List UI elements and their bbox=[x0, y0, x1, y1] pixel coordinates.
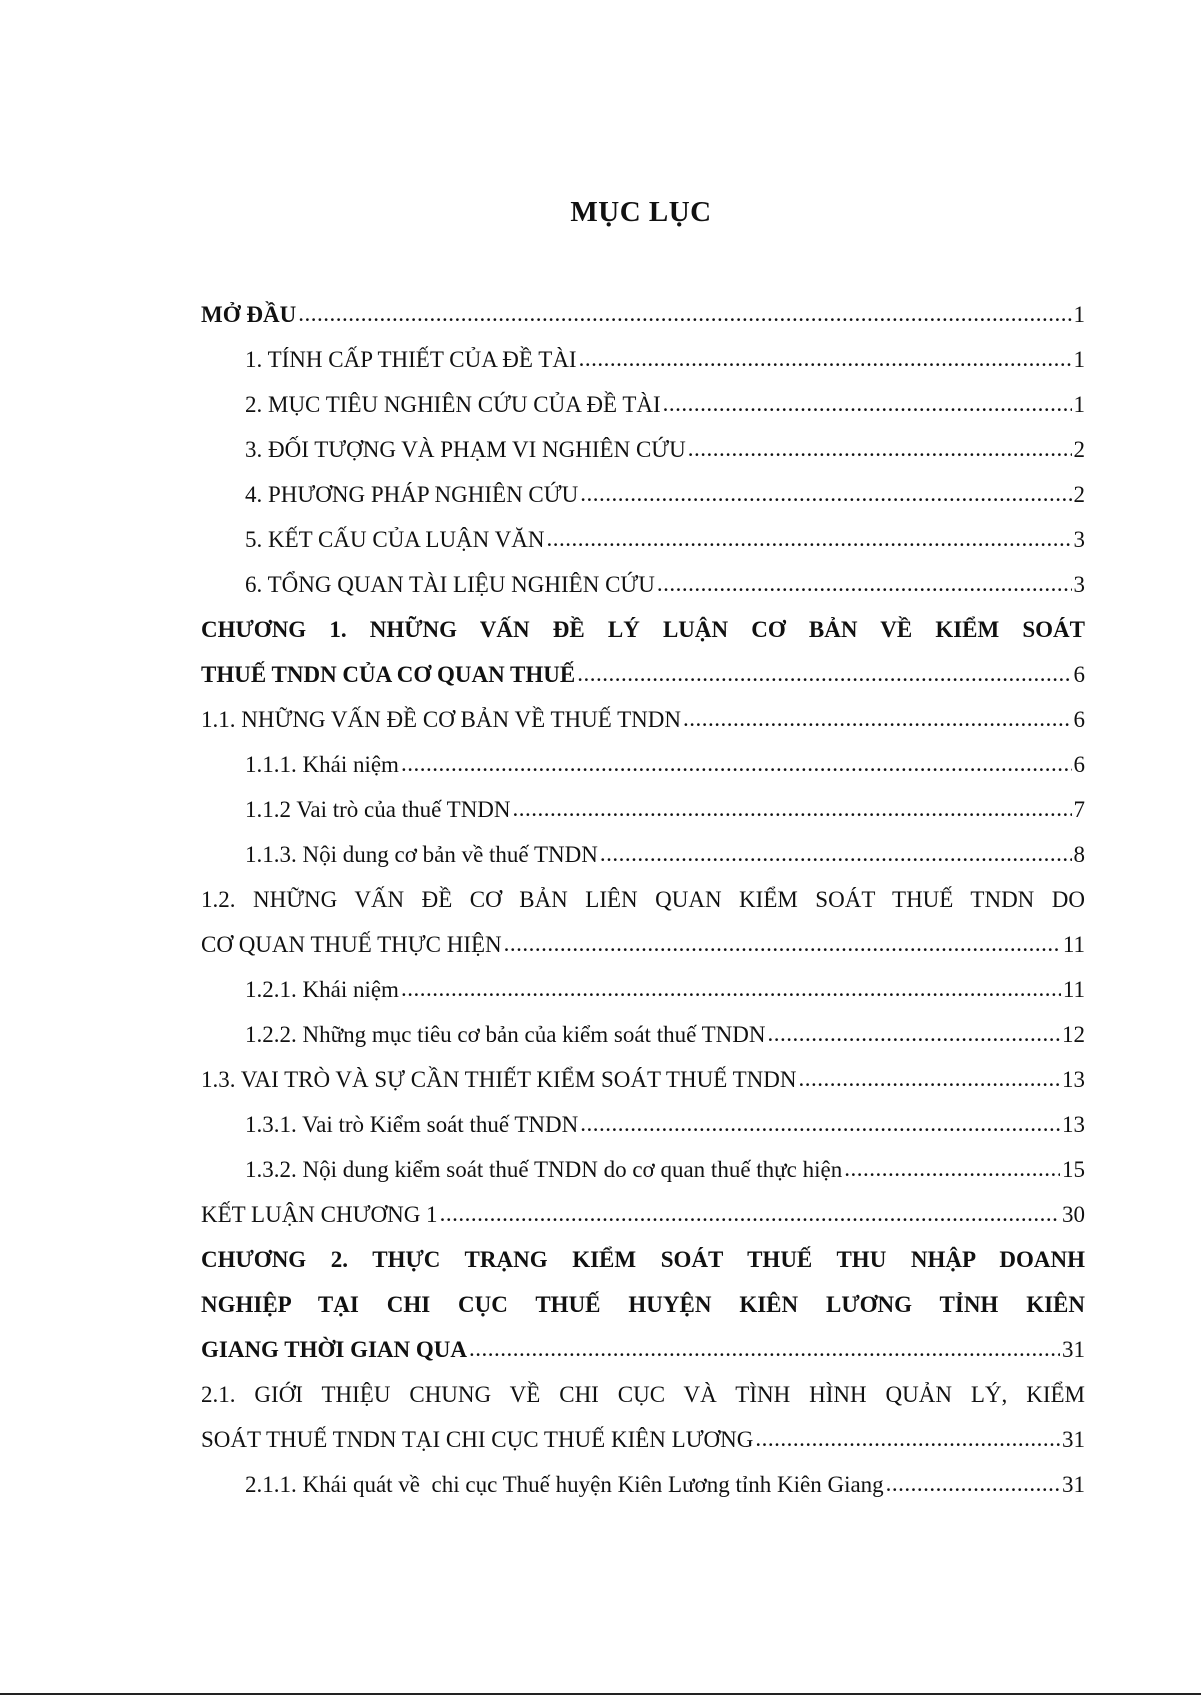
dot-leader bbox=[844, 1146, 1060, 1191]
toc-page-number: 6 bbox=[1073, 707, 1085, 732]
page-title: MỤC LỤC bbox=[570, 196, 712, 228]
toc-page-number: 2 bbox=[1073, 482, 1085, 507]
dot-leader bbox=[657, 561, 1072, 606]
toc-entry-text-line1: CHƯƠNG 2. THỰC TRẠNG KIỂM SOÁT THUẾ THU NHẬP DOANH bbox=[201, 1247, 1085, 1272]
bottom-edge-rule bbox=[0, 1693, 1201, 1695]
dot-leader bbox=[579, 336, 1072, 381]
toc-entry-1-2-2[interactable] bbox=[201, 1012, 1085, 1057]
toc-page-number: 11 bbox=[1062, 977, 1085, 1002]
toc-entry-1[interactable] bbox=[201, 337, 1085, 382]
toc-entry-1-1[interactable] bbox=[201, 697, 1085, 742]
dot-leader bbox=[768, 1011, 1060, 1056]
toc-entry-text: 4. PHƯƠNG PHÁP NGHIÊN CỨU bbox=[245, 482, 579, 507]
toc-entry-5[interactable] bbox=[201, 517, 1085, 562]
toc-entry-text: CƠ QUAN THUẾ THỰC HIỆN bbox=[201, 932, 502, 957]
toc-page-number: 15 bbox=[1062, 1157, 1085, 1182]
dot-leader bbox=[886, 1461, 1060, 1506]
toc-entry-text: THUẾ TNDN CỦA CƠ QUAN THUẾ bbox=[201, 662, 576, 687]
toc-entry-text: 2. MỤC TIÊU NGHIÊN CỨU CỦA ĐỀ TÀI bbox=[245, 392, 661, 417]
dot-leader bbox=[504, 921, 1061, 966]
dot-leader bbox=[798, 1056, 1060, 1101]
toc-entry-text: 1.3.1. Vai trò Kiểm soát thuế TNDN bbox=[245, 1112, 579, 1137]
toc-page-number: 3 bbox=[1073, 572, 1085, 597]
toc-entry-text: 1.3. VAI TRÒ VÀ SỰ CẦN THIẾT KIỂM SOÁT THUẾ TNDN bbox=[201, 1067, 797, 1092]
toc-page-number: 12 bbox=[1062, 1022, 1085, 1047]
dot-leader bbox=[401, 966, 1061, 1011]
toc-entry-text: 1.1. NHỮNG VẤN ĐỀ CƠ BẢN VỀ THUẾ TNDN bbox=[201, 707, 681, 732]
toc-entry-chapter-1[interactable] bbox=[201, 607, 1085, 697]
dot-leader bbox=[755, 1416, 1060, 1461]
toc-entry-text-line1: 1.2. NHỮNG VẤN ĐỀ CƠ BẢN LIÊN QUAN KIỂM SOÁT THUẾ TNDN DO bbox=[201, 887, 1085, 912]
toc-entry-text-line1: 2.1. GIỚI THIỆU CHUNG VỀ CHI CỤC VÀ TÌNH HÌNH QUẢN LÝ, KIỂM bbox=[201, 1382, 1085, 1407]
toc-page-number: 7 bbox=[1073, 797, 1085, 822]
toc-entry-text: SOÁT THUẾ TNDN TẠI CHI CỤC THUẾ KIÊN LƯƠNG bbox=[201, 1427, 754, 1452]
dot-leader bbox=[663, 381, 1072, 426]
table-of-contents bbox=[201, 292, 1085, 1507]
dot-leader bbox=[546, 516, 1071, 561]
toc-page-number: 8 bbox=[1073, 842, 1085, 867]
toc-entry-text-line2: NGHIỆP TẠI CHI CỤC THUẾ HUYỆN KIÊN LƯƠNG TỈNH KIÊN bbox=[201, 1292, 1085, 1317]
toc-entry-text: 6. TỔNG QUAN TÀI LIỆU NGHIÊN CỨU bbox=[245, 572, 655, 597]
dot-leader bbox=[580, 1101, 1060, 1146]
toc-entry-6[interactable] bbox=[201, 562, 1085, 607]
toc-entry-1-3[interactable] bbox=[201, 1057, 1085, 1102]
toc-page-number: 3 bbox=[1073, 527, 1085, 552]
dot-leader bbox=[600, 831, 1072, 876]
toc-entry-text: 1.1.2 Vai trò của thuế TNDN bbox=[245, 797, 511, 822]
toc-entry-text: 1.3.2. Nội dung kiểm soát thuế TNDN do cơ quan thuế thực hiện bbox=[245, 1157, 843, 1182]
toc-entry-text: 1.2.1. Khái niệm bbox=[245, 977, 399, 1002]
toc-entry-text: GIANG THỜI GIAN QUA bbox=[201, 1337, 468, 1362]
toc-page-number: 6 bbox=[1073, 752, 1085, 777]
toc-entry-1-1-2[interactable] bbox=[201, 787, 1085, 832]
toc-entry-text: MỞ ĐẦU bbox=[201, 302, 297, 327]
toc-entry-text: 1.2.2. Những mục tiêu cơ bản của kiểm soát thuế TNDN bbox=[245, 1022, 766, 1047]
toc-entry-text: 1. TÍNH CẤP THIẾT CỦA ĐỀ TÀI bbox=[245, 347, 577, 372]
toc-entry-1-3-1[interactable] bbox=[201, 1102, 1085, 1147]
toc-entry-1-1-3[interactable] bbox=[201, 832, 1085, 877]
toc-page-number: 31 bbox=[1062, 1337, 1085, 1362]
toc-entry-text: KẾT LUẬN CHƯƠNG 1 bbox=[201, 1202, 438, 1227]
toc-entry-2-1[interactable] bbox=[201, 1372, 1085, 1462]
dot-leader bbox=[683, 696, 1072, 741]
toc-entry-1-2-1[interactable] bbox=[201, 967, 1085, 1012]
toc-page-number: 1 bbox=[1073, 392, 1085, 417]
dot-leader bbox=[440, 1191, 1060, 1236]
toc-entry-1-3-2[interactable] bbox=[201, 1147, 1085, 1192]
dot-leader bbox=[577, 651, 1071, 696]
toc-entry-2-1-1[interactable] bbox=[201, 1462, 1085, 1507]
toc-entry-text-line1: CHƯƠNG 1. NHỮNG VẤN ĐỀ LÝ LUẬN CƠ BẢN VỀ KIỂM SOÁT bbox=[201, 617, 1085, 642]
toc-entry-4[interactable] bbox=[201, 472, 1085, 517]
toc-entry-chapter-2[interactable] bbox=[201, 1237, 1085, 1372]
toc-entry-2[interactable] bbox=[201, 382, 1085, 427]
dot-leader bbox=[688, 426, 1072, 471]
dot-leader bbox=[580, 471, 1071, 516]
toc-entry-text: 2.1.1. Khái quát về chi cục Thuế huyện Kiên Lương tỉnh Kiên Giang bbox=[245, 1472, 884, 1497]
dot-leader bbox=[469, 1326, 1060, 1371]
toc-entry-1-1-1[interactable] bbox=[201, 742, 1085, 787]
toc-page-number: 13 bbox=[1062, 1112, 1085, 1137]
toc-entry-1-2[interactable] bbox=[201, 877, 1085, 967]
toc-page-number: 31 bbox=[1062, 1472, 1085, 1497]
toc-entry-conclusion-1[interactable] bbox=[201, 1192, 1085, 1237]
dot-leader bbox=[401, 741, 1072, 786]
toc-page-number: 30 bbox=[1062, 1202, 1085, 1227]
toc-page-number: 13 bbox=[1062, 1067, 1085, 1092]
toc-page-number: 6 bbox=[1073, 662, 1085, 687]
toc-entry-text: 3. ĐỐI TƯỢNG VÀ PHẠM VI NGHIÊN CỨU bbox=[245, 437, 686, 462]
dot-leader bbox=[513, 786, 1072, 831]
toc-entry-3[interactable] bbox=[201, 427, 1085, 472]
toc-entry-text: 1.1.1. Khái niệm bbox=[245, 752, 399, 777]
toc-entry-text: 5. KẾT CẤU CỦA LUẬN VĂN bbox=[245, 527, 545, 552]
toc-page-number: 2 bbox=[1073, 437, 1085, 462]
toc-entry-mo-dau[interactable] bbox=[201, 292, 1085, 337]
toc-page-number: 1 bbox=[1073, 302, 1085, 327]
toc-page-number: 31 bbox=[1062, 1427, 1085, 1452]
toc-page-number: 11 bbox=[1062, 932, 1085, 957]
dot-leader bbox=[298, 291, 1071, 336]
toc-page-number: 1 bbox=[1073, 347, 1085, 372]
toc-entry-text: 1.1.3. Nội dung cơ bản về thuế TNDN bbox=[245, 842, 598, 867]
